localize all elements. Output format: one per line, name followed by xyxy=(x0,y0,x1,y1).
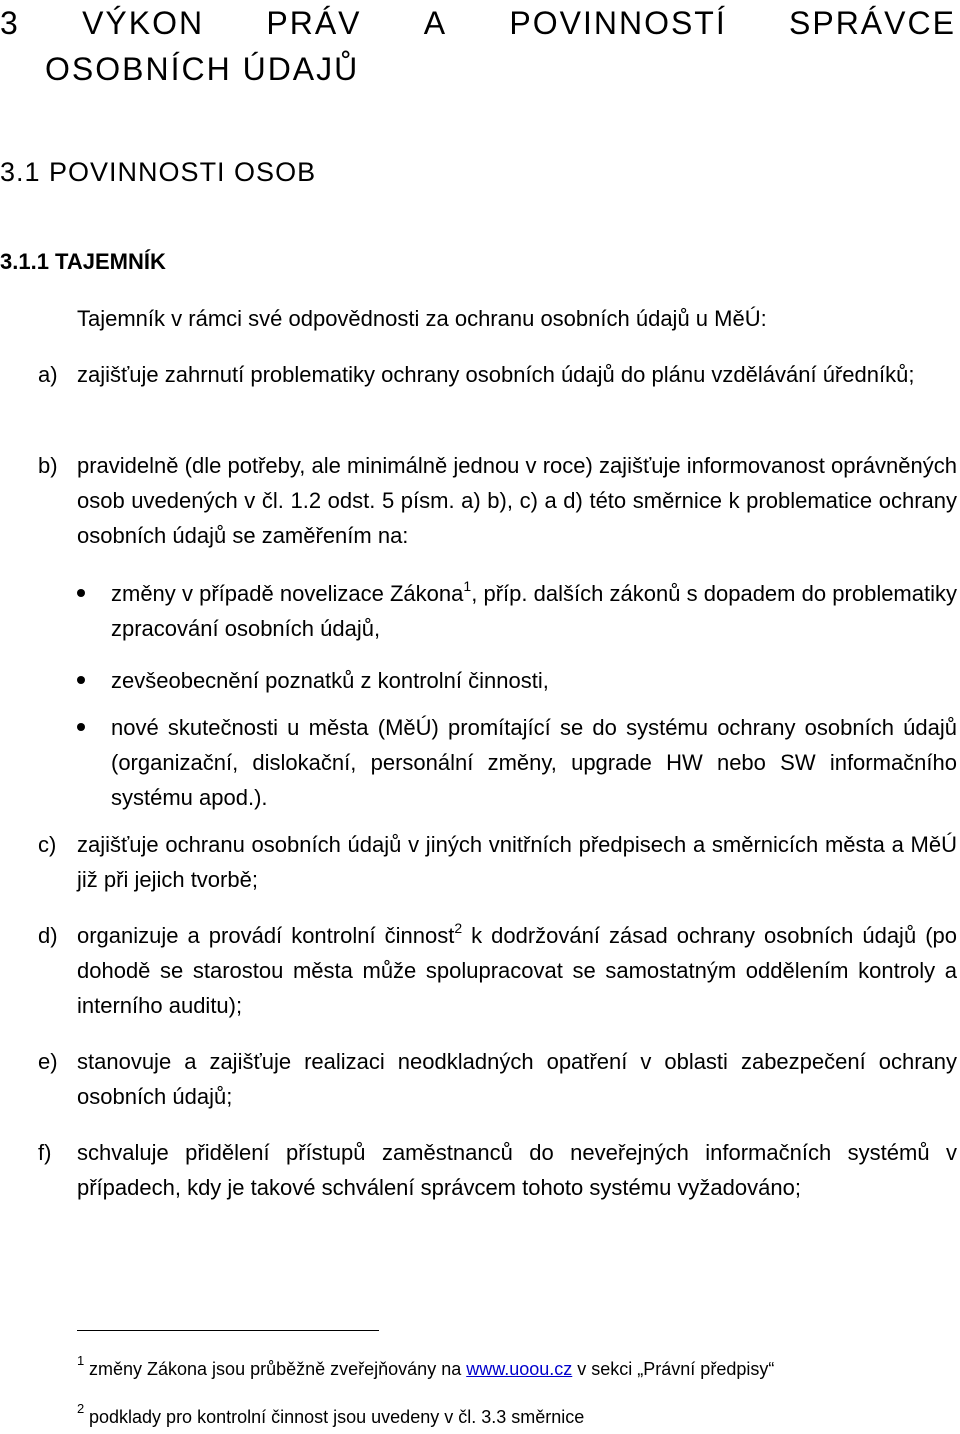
footnote-ref: 2 xyxy=(454,920,463,936)
list-item-text: stanovuje a zajišťuje realizaci neodkladných opatření v oblasti zabezpečení ochrany osobních údajů; xyxy=(77,1049,957,1109)
footnote-text: podklady pro kontrolní činnost jsou uvedeny v čl. 3.3 směrnice xyxy=(89,1407,585,1427)
footnote-ref: 1 xyxy=(463,578,472,594)
list-item-text: organizuje a provádí kontrolní činnost$^2$ k dodržování zásad ochrany osobních údajů (po dohodě se starostou města může spolupracovat se samostatným oddělením kontroly a interního auditu); xyxy=(77,920,957,1018)
list-item-text: zajišťuje ochranu osobních údajů v jiných vnitřních předpisech a směrnicích města a MěÚ již při jejich tvorbě; xyxy=(77,832,957,892)
footnote-number: 2 xyxy=(77,1401,85,1416)
bullet-text: zevšeobecnění poznatků z kontrolní činnosti, xyxy=(111,668,549,693)
heading-word: POVINNOSTÍ xyxy=(509,5,727,41)
list-item-label: d) xyxy=(38,923,58,948)
heading-word: PRÁV xyxy=(266,5,362,41)
list-item-text: pravidelně (dle potřeby, ale minimálně jednou v roce) zajišťuje informovanost oprávněných osob uvedených v čl. 1.2 odst. 5 písm. a) b), c) a d) této směrnice k problematice ochrany osobních údajů se zaměřením na: xyxy=(77,453,957,548)
uoou-link[interactable]: www.uoou.cz xyxy=(466,1359,573,1379)
list-item-label: f) xyxy=(38,1140,52,1165)
bullet-icon xyxy=(77,676,85,684)
list-item-label: a) xyxy=(38,362,58,387)
footnote-separator xyxy=(77,1330,379,1331)
intro-paragraph: Tajemník v rámci své odpovědnosti za ochranu osobních údajů u MěÚ: xyxy=(77,306,767,331)
subsection-heading: 3.1.1 TAJEMNÍK xyxy=(0,249,166,274)
chapter-heading-line2: OSOBNÍCH ÚDAJŮ xyxy=(45,51,360,87)
bullet-text: nové skutečnosti u města (MěÚ) promítající se do systému ochrany osobních údajů (organizační, dislokační, personální změny, upgrade HW nebo SW informačního systému apod.). xyxy=(111,715,957,810)
bullet-icon xyxy=(77,723,85,731)
heading-word: VÝKON xyxy=(82,5,205,41)
list-item-label: c) xyxy=(38,832,57,857)
section-heading: 3.1 POVINNOSTI OSOB xyxy=(0,157,317,187)
heading-word: A xyxy=(423,5,448,41)
footnote-text: změny Zákona jsou průběžně zveřejňovány na www.uoou.cz v sekci „Právní předpisy“ xyxy=(89,1359,775,1379)
bullet-text: změny v případě novelizace Zákona$^1$, příp. dalších zákonů s dopadem do problematiky zpracování osobních údajů, xyxy=(111,578,957,641)
list-item-text: zajišťuje zahrnutí problematiky ochrany osobních údajů do plánu vzdělávání úředníků; xyxy=(77,362,915,387)
list-item-label: b) xyxy=(38,453,58,478)
heading-word: SPRÁVCE xyxy=(789,5,956,41)
heading-word: 3 xyxy=(0,5,20,41)
list-item-text: schvaluje přidělení přístupů zaměstnanců do neveřejných informačních systémů v případech, kdy je takové schválení správcem tohoto systému vyžadováno; xyxy=(77,1140,957,1200)
footnote-number: 1 xyxy=(77,1353,85,1368)
list-item-label: e) xyxy=(38,1049,58,1074)
chapter-heading-line1 xyxy=(0,0,960,46)
chapter-heading xyxy=(0,0,960,92)
bullet-icon xyxy=(77,589,85,597)
